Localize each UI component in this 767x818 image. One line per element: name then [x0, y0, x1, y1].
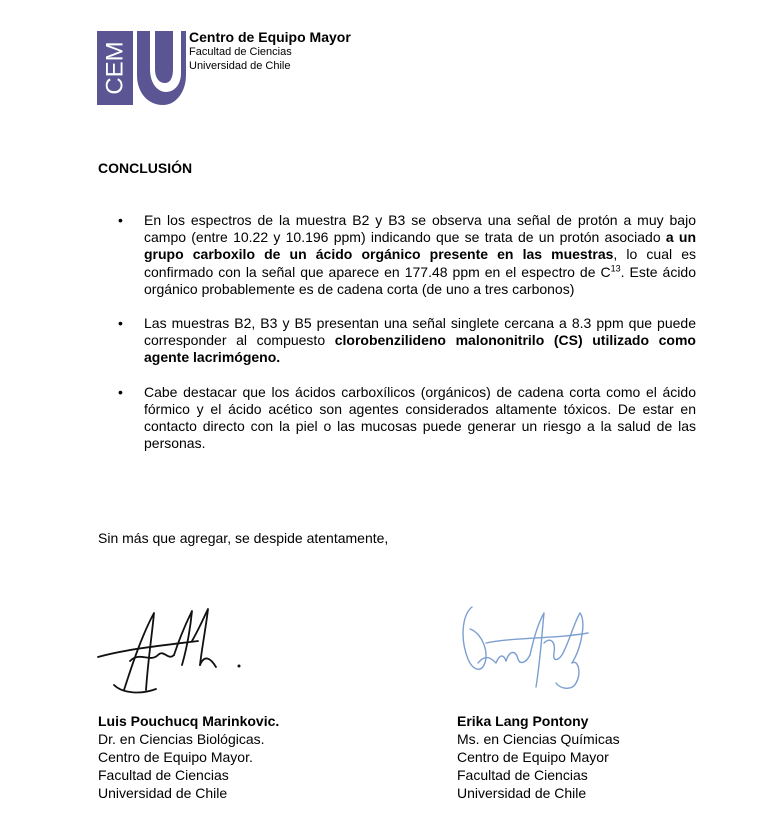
- conclusion-list: [118, 212, 696, 469]
- bullet-icon: •: [118, 315, 123, 332]
- bullet-text: , lo cual es confirmado con la señal que aparece en 177.48 ppm en el espectro de C: [144, 246, 696, 280]
- bullet-text: En los espectros de la muestra B2 y B3 se observa una señal de protón a muy bajo campo (entre 10.22 y 10.196 ppm) indicando que se trata de un protón asociado: [144, 212, 696, 246]
- header-title: Centro de Equipo Mayor: [189, 29, 351, 45]
- bullet-bold-text: clorobenzilideno malononitrilo (CS) utilizado como agente lacrimógeno.: [144, 332, 696, 366]
- signer-name: Erika Lang Pontony: [457, 713, 589, 729]
- header-line-faculty: Facultad de Ciencias: [189, 46, 292, 58]
- list-item: [118, 315, 696, 367]
- signer-university: Universidad de Chile: [98, 785, 228, 801]
- bullet-bold-text: a un grupo carboxilo de un ácido orgánico presente en las muestras: [144, 229, 697, 263]
- header-line-university: Universidad de Chile: [189, 60, 291, 72]
- signer-degree: Ms. en Ciencias Químicas: [457, 731, 620, 747]
- signer-faculty: Facultad de Ciencias: [457, 767, 588, 783]
- superscript: 13: [610, 262, 621, 273]
- logo-text: CEM: [101, 41, 129, 95]
- bullet-text: . Este ácido orgánico probablemente es de cadena corta (de uno a tres carbonos): [144, 263, 696, 297]
- section-title: CONCLUSIÓN: [98, 160, 193, 176]
- list-item: [118, 212, 696, 298]
- closing-text: Sin más que agregar, se despide atentamente,: [98, 530, 389, 546]
- bullet-icon: •: [118, 212, 123, 228]
- signature-right: [456, 603, 596, 700]
- signer-name: Luis Pouchucq Marinkovic.: [98, 713, 280, 729]
- list-item: [118, 384, 696, 453]
- signer-degree: Dr. en Ciencias Biológicas.: [98, 731, 265, 747]
- signer-faculty: Facultad de Ciencias: [98, 767, 229, 783]
- header-block: [189, 29, 351, 73]
- signer-center: Centro de Equipo Mayor: [457, 749, 609, 765]
- signer-center: Centro de Equipo Mayor.: [98, 749, 253, 765]
- signer-right: [457, 712, 620, 802]
- bullet-text: Las muestras B2, B3 y B5 presentan una señal singlete cercana a 8.3 ppm que puede corresponder al compuesto: [144, 315, 696, 349]
- signer-university: Universidad de Chile: [457, 785, 587, 801]
- bullet-icon: •: [118, 383, 123, 400]
- signature-left: [96, 605, 246, 705]
- signer-left: [98, 712, 279, 802]
- cem-logo: [97, 31, 186, 105]
- bullet-text: Cabe destacar que los ácidos carboxílicos (orgánicos) de cadena corta como el ácido fórmico y el ácido acético son agentes considerados altamente tóxicos. De estar en contacto directo con la piel o las mucosas puede generar un riesgo a la salud de las personas.: [144, 383, 696, 452]
